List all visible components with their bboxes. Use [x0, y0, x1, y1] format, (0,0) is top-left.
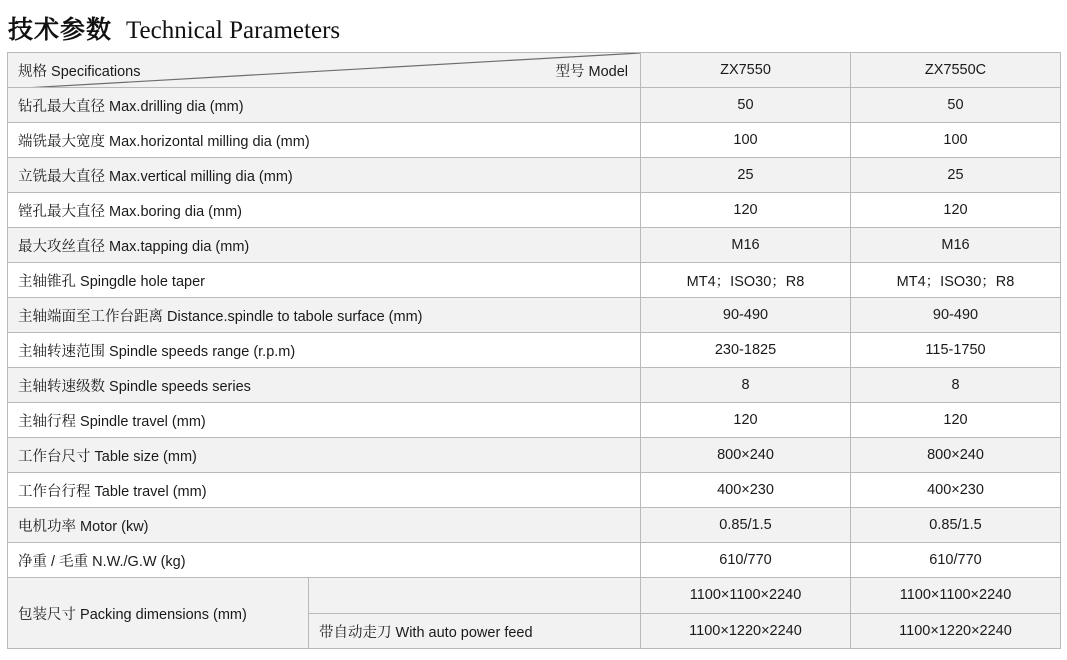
- spec-value-cell: 25: [851, 158, 1061, 193]
- spec-label-cell: 工作台尺寸 Table size (mm): [8, 438, 641, 473]
- spec-value-cell: 120: [641, 403, 851, 438]
- spec-value-cell: 610/770: [641, 543, 851, 578]
- spec-value-cell: 230-1825: [641, 333, 851, 368]
- table-row: [8, 368, 1061, 403]
- spec-value-cell: 120: [851, 403, 1061, 438]
- spec-label-cell: 端铣最大宽度 Max.horizontal milling dia (mm): [8, 123, 641, 158]
- spec-label-cell: 主轴锥孔 Spingdle hole taper: [8, 263, 641, 298]
- packing-dimensions-label: 包装尺寸 Packing dimensions (mm): [18, 606, 247, 623]
- packing-value-cell: 1100×1220×2240: [641, 613, 851, 649]
- packing-sub-label: [308, 578, 640, 613]
- spec-value-cell: 90-490: [641, 298, 851, 333]
- spec-value-cell: 100: [641, 123, 851, 158]
- packing-sub-label: 带自动走刀 With auto power feed: [308, 613, 640, 648]
- table-row: [8, 298, 1061, 333]
- spec-label-cell: 最大攻丝直径 Max.tapping dia (mm): [8, 228, 641, 263]
- header-split-cell: [8, 53, 641, 88]
- table-row: [8, 543, 1061, 578]
- spec-value-cell: 0.85/1.5: [641, 508, 851, 543]
- spec-value-cell: 800×240: [851, 438, 1061, 473]
- table-row: [8, 438, 1061, 473]
- page-title-cn: 技术参数: [8, 16, 113, 44]
- table-header-row: [8, 53, 1061, 88]
- table-row: [8, 508, 1061, 543]
- spec-label-cell: 立铣最大直径 Max.vertical milling dia (mm): [8, 158, 641, 193]
- spec-label-cell: 镗孔最大直径 Max.boring dia (mm): [8, 193, 641, 228]
- table-row: [8, 333, 1061, 368]
- spec-value-cell: 50: [641, 88, 851, 123]
- table-row: [8, 473, 1061, 508]
- technical-parameters-table: [7, 52, 1061, 649]
- spec-value-cell: 0.85/1.5: [851, 508, 1061, 543]
- table-row: [8, 123, 1061, 158]
- spec-value-cell: 8: [641, 368, 851, 403]
- spec-value-cell: 50: [851, 88, 1061, 123]
- table-row: [8, 228, 1061, 263]
- spec-label-cell: 主轴行程 Spindle travel (mm): [8, 403, 641, 438]
- packing-value-cell: 1100×1100×2240: [641, 578, 851, 614]
- spec-value-cell: 100: [851, 123, 1061, 158]
- spec-value-cell: 610/770: [851, 543, 1061, 578]
- packing-dimensions-label-cell: [8, 578, 641, 649]
- spec-label-cell: 钻孔最大直径 Max.drilling dia (mm): [8, 88, 641, 123]
- specifications-label: 规格 Specifications: [18, 64, 141, 80]
- spec-value-cell: 120: [641, 193, 851, 228]
- spec-value-cell: M16: [641, 228, 851, 263]
- table-row: [8, 193, 1061, 228]
- spec-value-cell: 115-1750: [851, 333, 1061, 368]
- spec-label-cell: 电机功率 Motor (kw): [8, 508, 641, 543]
- spec-value-cell: 400×230: [641, 473, 851, 508]
- packing-row: [8, 578, 1061, 614]
- spec-value-cell: MT4；ISO30；R8: [641, 263, 851, 298]
- page-title-en: Technical Parameters: [126, 17, 341, 44]
- spec-value-cell: M16: [851, 228, 1061, 263]
- spec-label-cell: 主轴端面至工作台距离 Distance.spindle to tabole surface (mm): [8, 298, 641, 333]
- spec-value-cell: 120: [851, 193, 1061, 228]
- spec-value-cell: 90-490: [851, 298, 1061, 333]
- model-column-2: ZX7550C: [851, 53, 1061, 88]
- table-row: [8, 158, 1061, 193]
- spec-value-cell: 800×240: [641, 438, 851, 473]
- spec-value-cell: 8: [851, 368, 1061, 403]
- spec-value-cell: 400×230: [851, 473, 1061, 508]
- model-column-1: ZX7550: [641, 53, 851, 88]
- table-row: [8, 88, 1061, 123]
- spec-label-cell: 工作台行程 Table travel (mm): [8, 473, 641, 508]
- model-label: 型号 Model: [555, 64, 628, 80]
- spec-label-cell: 主轴转速级数 Spindle speeds series: [8, 368, 641, 403]
- spec-label-cell: 净重 / 毛重 N.W./G.W (kg): [8, 543, 641, 578]
- packing-value-cell: 1100×1100×2240: [851, 578, 1061, 614]
- spec-label-cell: 主轴转速范围 Spindle speeds range (r.p.m): [8, 333, 641, 368]
- packing-sub-label-column: [308, 578, 640, 648]
- table-row: [8, 403, 1061, 438]
- page-title: [0, 0, 1067, 52]
- table-row: [8, 263, 1061, 298]
- spec-value-cell: 25: [641, 158, 851, 193]
- spec-value-cell: MT4；ISO30；R8: [851, 263, 1061, 298]
- packing-value-cell: 1100×1220×2240: [851, 613, 1061, 649]
